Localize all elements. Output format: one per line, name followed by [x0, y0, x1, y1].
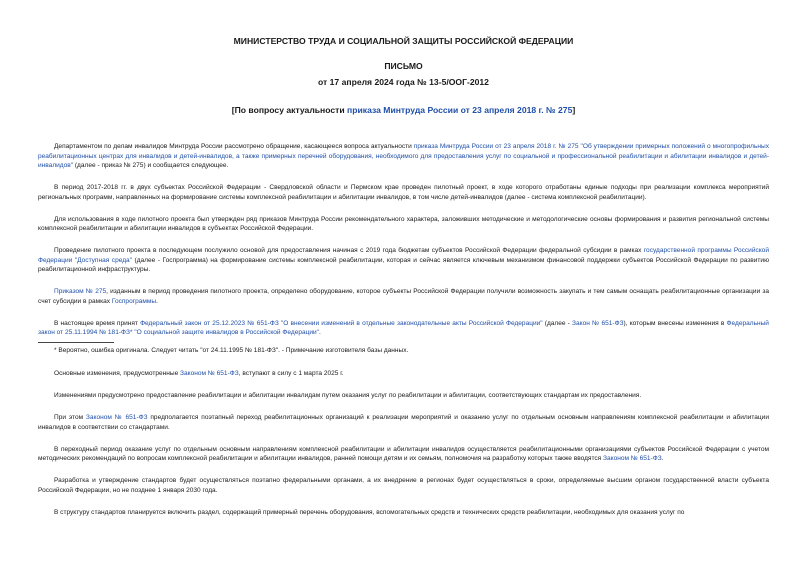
- text: (далее - приказ № 275) и сообщается следующее.: [73, 162, 229, 170]
- text: При этом: [54, 414, 86, 422]
- text: Основные изменения, предусмотренные: [54, 370, 181, 378]
- paragraph-12: В структуру стандартов планируется включить раздел, содержащий примерный перечень оборудования, вспомогательных средств и технических средств реабилитации, необходимых для оказания услуг по: [54, 508, 685, 516]
- footnote-divider: [38, 342, 114, 343]
- text: В переходный период оказание услуг по отдельным основным направлениям комплексной реабилитации и абилитации инвалидов осуществляется реабилитационными организациями субъектов Российской Федерации с учетом методических рекомендаций по вопросам комплексной реабилитации и абилитации инвалидов, ранней помощи детям и их семьям, полномочия на разработку которых также вводятся: [38, 445, 769, 463]
- text: Департаментом по делам инвалидов Минтруда России рассмотрено обращение, касающееся вопроса актуальности: [54, 143, 414, 150]
- law-651-link[interactable]: Законом № 651-ФЗ: [180, 370, 239, 378]
- text: .: [319, 329, 321, 337]
- federal-law-181-link[interactable]: Федеральный закон от 25.11.1994 № 181-ФЗ*: [38, 319, 769, 337]
- paragraph-10: [38, 445, 769, 464]
- social-protection-law-link[interactable]: "О социальной защите инвалидов в Российской Федерации": [134, 329, 319, 337]
- text: .: [156, 297, 158, 305]
- paragraph-8: Изменениями предусмотрено предоставление реабилитации и абилитации инвалидам путем оказания услуг по реабилитации и абилитации, соответствующих стандартам их предоставления.: [54, 392, 642, 400]
- document-body: [38, 142, 769, 530]
- text: (далее -: [542, 319, 573, 327]
- subject-prefix: [По вопросу актуальности: [231, 105, 348, 115]
- subject-order-link[interactable]: приказа Минтруда России от 23 апреля 2018 г. № 275: [347, 105, 573, 115]
- paragraph-1: [38, 142, 769, 171]
- text: В настоящее время принят: [54, 319, 141, 327]
- federal-law-651-link[interactable]: Федеральный закон от 25.12.2023 № 651-ФЗ "О внесении изменений в отдельные законодательные акты Российской Федерации": [140, 319, 543, 327]
- text: (далее - Госпрограмма) на формирование системы комплексной реабилитации, которая и сейчас является ключевым механизмом финансовой поддержки субъектов Российской Федерации по развитию реабилитационной инфраструктуры.: [38, 256, 769, 274]
- text: предполагается поэтапный переход реабилитационных организаций к реализации мероприятий и оказанию услуг по отдельным основным направлениям комплексной реабилитации и абилитации инвалидов в соответствии со стандартами.: [38, 414, 769, 431]
- paragraph-11: Разработка и утверждение стандартов будет осуществляться поэтапно федеральными органами, а их внедрение в регионах будет осуществляться в сроки, определяемые высшим органом государственной власти субъекта Российской Федерации, но не позднее 1 января 2030 года.: [38, 477, 769, 494]
- law-651-link[interactable]: Законом № 651-ФЗ: [85, 414, 148, 422]
- paragraph-4: [38, 246, 769, 275]
- ministry-title: МИНИСТЕРСТВО ТРУДА И СОЦИАЛЬНОЙ ЗАЩИТЫ РОССИЙСКОЙ ФЕДЕРАЦИИ: [233, 36, 574, 46]
- gosprogramma-link[interactable]: Госпрограммы: [111, 297, 157, 305]
- order-275-short-link[interactable]: Приказом № 275: [54, 288, 107, 296]
- text: , вступают в силу с 1 марта 2025 г.: [238, 370, 344, 378]
- subject-suffix: ]: [572, 105, 576, 115]
- document-date-number: от 17 апреля 2024 года № 13-5/ООГ-2012: [318, 77, 489, 87]
- paragraph-7: [38, 369, 769, 379]
- paragraph-9: [38, 413, 769, 432]
- paragraph-6: [38, 319, 769, 338]
- order-275-link[interactable]: приказа Минтруда России от 23 апреля 2018 г. № 275 "Об утверждении примерных положений о многопрофильных реабилитационных центрах для инвалидов и детей-инвалидов, а также примерных перечней оборудования, необходимого для предоставления услуг по социальной и профессиональной реабилитации и абилитации инвалидов и детей-инвалидов": [38, 143, 769, 170]
- law-651-short-link[interactable]: Закон № 651-ФЗ: [572, 319, 624, 327]
- paragraph-2: В период 2017-2018 гг. в двух субъектах Российской Федерации - Свердловской области и Пермском крае проведен пилотный проект, в ходе которого отработаны единые подходы при реализации комплекса мероприятий региональных программ, направленных на формирование системы комплексной реабилитации и абилитации инвалидов, в том числе детей-инвалидов (далее - система комплексной реабилитации).: [38, 184, 769, 201]
- document-subject: [0, 105, 807, 115]
- document-type: ПИСЬМО: [384, 61, 423, 71]
- paragraph-5: [38, 287, 769, 306]
- law-651-link[interactable]: Законом № 651-ФЗ: [603, 455, 662, 463]
- text: .: [661, 455, 664, 463]
- paragraph-3: Для использования в ходе пилотного проекта был утвержден ряд приказов Минтруда России рекомендательного характера, заложивших методические и методологические основы формирования и развития региональной системы комплексной реабилитации и абилитации инвалидов в субъектах Российской Федерации.: [38, 215, 769, 233]
- footnote: * Вероятно, ошибка оригинала. Следует читать "от 24.11.1995 № 181-ФЗ". - Примечание изготовителя базы данных.: [54, 346, 409, 354]
- state-program-link[interactable]: государственной программы Российской Федерации "Доступная среда": [38, 247, 769, 264]
- text: , изданным в период проведения пилотного проекта, определено оборудование, которое субъекты Российской Федерации получили возможность закупать и тем самым оснащать реабилитационные организации за счет субсидии в рамках: [38, 288, 770, 305]
- text: Проведение пилотного проекта в последующем послужило основой для предоставления начиная с 2019 года бюджетам субъектов Российской Федерации федеральной субсидии в рамках: [54, 247, 644, 255]
- text: ), которым внесены изменения в: [623, 319, 727, 327]
